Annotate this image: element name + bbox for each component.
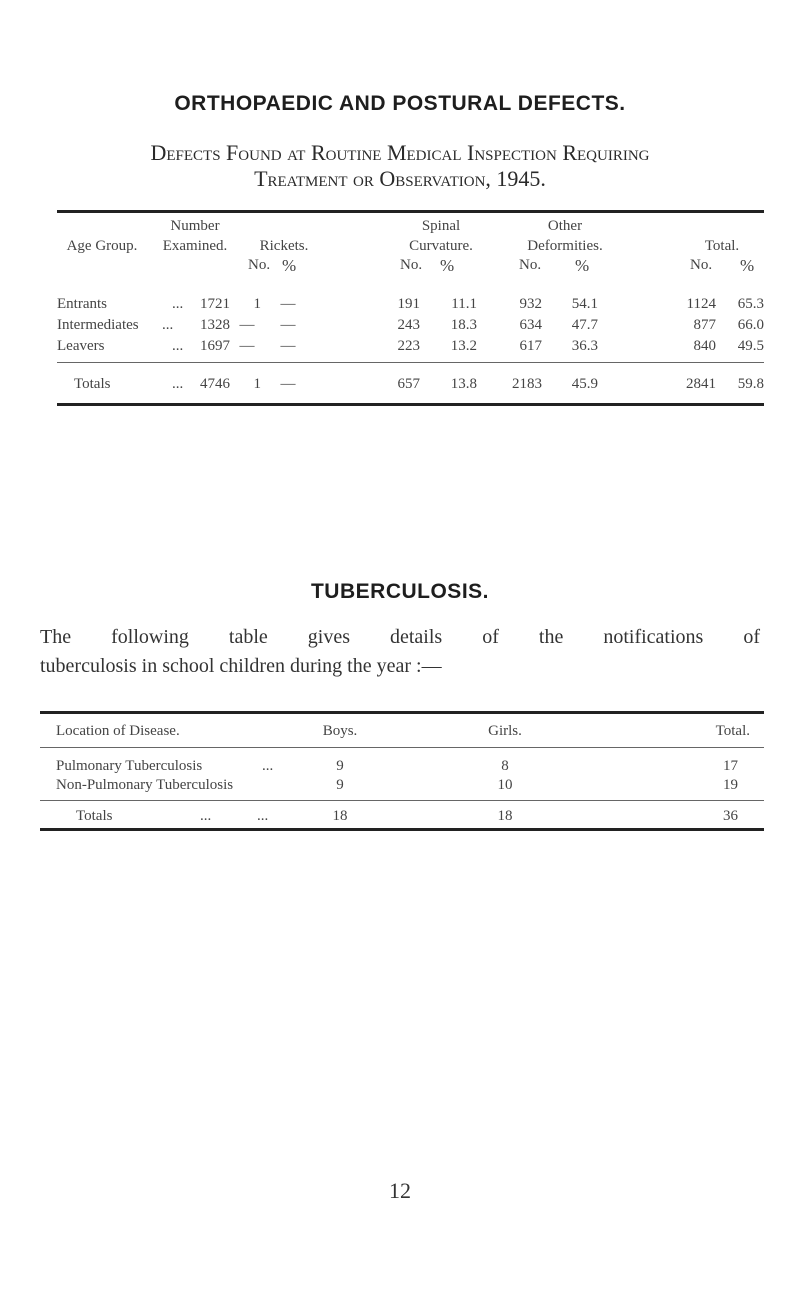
row-examined: 1328 bbox=[200, 317, 230, 333]
tb-row-dots: ... bbox=[262, 758, 274, 774]
row-spinal-no: 191 bbox=[397, 296, 420, 312]
tb-table-bottom-rule bbox=[40, 828, 764, 831]
row-total-no: 1124 bbox=[686, 296, 716, 312]
page-number: 12 bbox=[389, 1178, 411, 1203]
header-spinal-pct: % bbox=[440, 256, 455, 275]
header-deformities: Deformities. bbox=[527, 238, 603, 254]
row-rickets-pct: — bbox=[280, 317, 296, 333]
row-rickets-no: 1 bbox=[253, 296, 261, 312]
totals-total-pct: 59.8 bbox=[737, 376, 764, 392]
table-bottom-rule bbox=[57, 403, 764, 406]
tb-table-top-rule bbox=[40, 711, 764, 714]
row-spinal-pct: 13.2 bbox=[450, 338, 477, 354]
tb-row-girls: 8 bbox=[501, 758, 509, 774]
tuberculosis-heading: TUBERCULOSIS. bbox=[310, 580, 489, 603]
row-total-no: 840 bbox=[693, 338, 716, 354]
tb-row-location: Non-Pulmonary Tuberculosis bbox=[56, 777, 234, 793]
header-total: Total. bbox=[704, 238, 740, 254]
totals-dots: ... bbox=[172, 376, 184, 392]
header-spinal: Spinal bbox=[421, 218, 461, 234]
tb-totals-dots: ... bbox=[257, 808, 269, 824]
totals-spinal-no: 657 bbox=[397, 376, 420, 392]
header-rickets-pct: % bbox=[282, 256, 297, 275]
header-other-no: No. bbox=[519, 257, 542, 273]
row-group: Entrants bbox=[57, 296, 107, 312]
orthopaedic-subtitle-line2: Treatment or Observation, 1945. bbox=[254, 166, 546, 191]
row-rickets-pct: — bbox=[280, 296, 296, 312]
row-total-pct: 66.0 bbox=[737, 317, 764, 333]
header-total-pct: % bbox=[740, 256, 755, 275]
header-other-pct: % bbox=[575, 256, 590, 275]
header-age-group: Age Group. bbox=[66, 238, 138, 254]
tb-row-location: Pulmonary Tuberculosis bbox=[56, 758, 203, 774]
header-total-no: No. bbox=[690, 257, 713, 273]
row-group: Intermediates bbox=[57, 317, 139, 333]
totals-total-no: 2841 bbox=[686, 376, 716, 392]
tb-row-boys: 9 bbox=[336, 777, 344, 793]
header-other: Other bbox=[547, 218, 583, 234]
orthopaedic-heading: ORTHOPAEDIC AND POSTURAL DEFECTS. bbox=[174, 92, 626, 115]
header-curvature: Curvature. bbox=[409, 238, 473, 254]
tb-totals-total: 36 bbox=[723, 808, 738, 824]
orthopaedic-subtitle-line1: Defects Found at Routine Medical Inspection Requiring bbox=[150, 140, 650, 165]
row-rickets-no: — bbox=[239, 338, 255, 354]
header-rickets-no: No. bbox=[248, 257, 271, 273]
header-spinal-no: No. bbox=[400, 257, 423, 273]
row-spinal-pct: 11.1 bbox=[451, 296, 477, 312]
totals-rickets-pct: — bbox=[280, 376, 296, 392]
tb-row-boys: 9 bbox=[336, 758, 344, 774]
row-other-pct: 54.1 bbox=[571, 296, 598, 312]
row-total-pct: 65.3 bbox=[737, 296, 764, 312]
row-spinal-pct: 18.3 bbox=[450, 317, 477, 333]
row-other-no: 634 bbox=[519, 317, 542, 333]
row-spinal-no: 243 bbox=[397, 317, 420, 333]
tb-header-boys: Boys. bbox=[322, 723, 358, 739]
tb-header-girls: Girls. bbox=[488, 723, 522, 739]
totals-examined: 4746 bbox=[200, 376, 230, 392]
header-rickets: Rickets. bbox=[259, 238, 309, 254]
tuberculosis-paragraph-line2: tuberculosis in school children during the year :— bbox=[40, 655, 442, 677]
row-other-pct: 36.3 bbox=[571, 338, 598, 354]
row-other-no: 617 bbox=[519, 338, 542, 354]
tb-header-rule bbox=[40, 747, 764, 748]
row-examined: 1697 bbox=[200, 338, 230, 354]
row-spinal-no: 223 bbox=[397, 338, 420, 354]
row-examined: 1721 bbox=[200, 296, 230, 312]
tb-header-location: Location of Disease. bbox=[56, 723, 180, 739]
row-total-pct: 49.5 bbox=[737, 338, 764, 354]
tb-totals-label: Totals bbox=[76, 808, 113, 824]
tb-header-total: Total. bbox=[715, 723, 750, 739]
tb-row-girls: 10 bbox=[497, 777, 513, 793]
tb-totals-girls: 18 bbox=[497, 808, 513, 824]
row-dots: ... bbox=[172, 296, 184, 312]
row-dots: ... bbox=[162, 317, 174, 333]
tuberculosis-paragraph-line1: The following table gives details of the notifications of bbox=[40, 626, 760, 648]
totals-rickets-no: 1 bbox=[253, 376, 261, 392]
row-other-no: 932 bbox=[519, 296, 542, 312]
header-number: Number bbox=[170, 218, 220, 234]
totals-other-pct: 45.9 bbox=[571, 376, 598, 392]
totals-spinal-pct: 13.8 bbox=[450, 376, 477, 392]
tb-row-total: 17 bbox=[723, 758, 738, 774]
tb-totals-boys: 18 bbox=[332, 808, 348, 824]
row-rickets-no: — bbox=[239, 317, 255, 333]
totals-other-no: 2183 bbox=[512, 376, 542, 392]
tb-row-total: 19 bbox=[723, 777, 738, 793]
row-total-no: 877 bbox=[693, 317, 716, 333]
row-dots: ... bbox=[172, 338, 184, 354]
table-top-rule bbox=[57, 210, 764, 213]
totals-label: Totals bbox=[74, 376, 111, 392]
table-totals-rule bbox=[57, 362, 764, 363]
row-other-pct: 47.7 bbox=[571, 317, 598, 333]
tb-totals-dots: ... bbox=[200, 808, 212, 824]
header-examined: Examined. bbox=[162, 238, 228, 254]
row-rickets-pct: — bbox=[280, 338, 296, 354]
tb-totals-rule bbox=[40, 800, 764, 801]
row-group: Leavers bbox=[57, 338, 105, 354]
